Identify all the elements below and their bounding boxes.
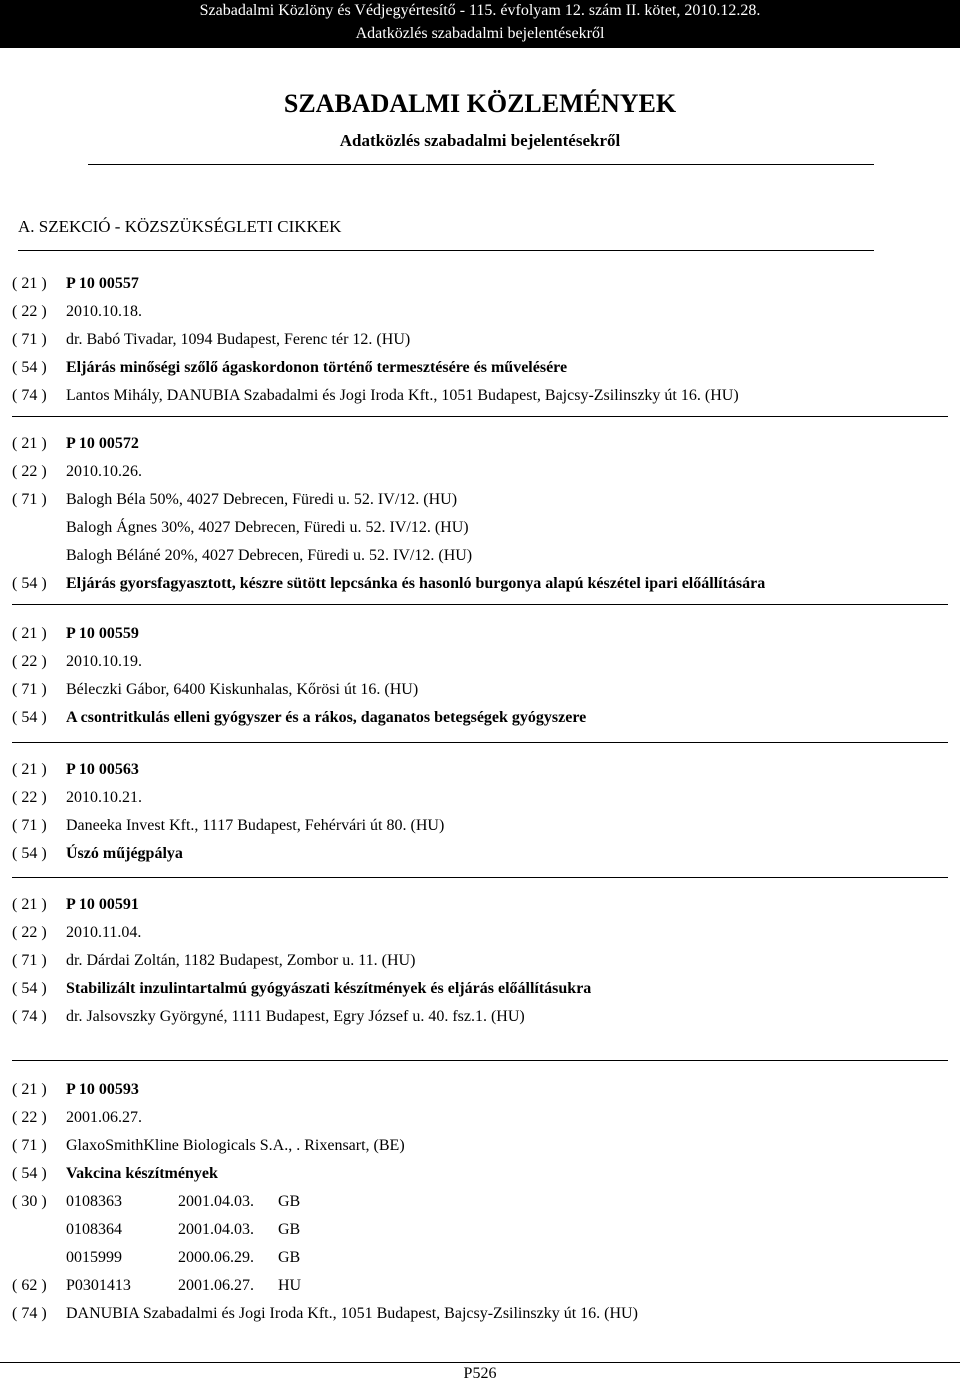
field-value: P 10 00559 bbox=[66, 625, 139, 642]
field-value: 2010.10.21. bbox=[66, 789, 142, 806]
field-code: ( 54 ) bbox=[12, 575, 47, 592]
priority-date: 2000.06.29. bbox=[178, 1249, 254, 1266]
field-value: dr. Dárdai Zoltán, 1182 Budapest, Zombor u. 11. (HU) bbox=[66, 952, 416, 969]
field-value: GlaxoSmithKline Biologicals S.A., . Rixensart, (BE) bbox=[66, 1137, 405, 1154]
field-value: 2010.10.19. bbox=[66, 653, 142, 670]
field-value: P 10 00557 bbox=[66, 275, 139, 292]
field-value: Daneeka Invest Kft., 1117 Budapest, Fehérvári út 80. (HU) bbox=[66, 817, 445, 834]
field-code: ( 71 ) bbox=[12, 681, 47, 698]
journal-header-line1: Szabadalmi Közlöny és Védjegyértesítő - 115. évfolyam 12. szám II. kötet, 2010.12.28. bbox=[199, 2, 761, 19]
field-value: Balogh Béláné 20%, 4027 Debrecen, Füredi u. 52. IV/12. (HU) bbox=[66, 547, 473, 564]
field-code: ( 21 ) bbox=[12, 435, 47, 452]
entry-divider bbox=[12, 742, 948, 743]
field-value: P 10 00593 bbox=[66, 1081, 139, 1098]
priority-date: 2001.06.27. bbox=[178, 1277, 254, 1294]
field-code: ( 74 ) bbox=[12, 1305, 47, 1322]
field-value: Béleczki Gábor, 6400 Kiskunhalas, Kőrösi út 16. (HU) bbox=[66, 681, 419, 698]
field-value: P 10 00591 bbox=[66, 896, 139, 913]
section-heading: A. SZEKCIÓ - KÖZSZÜKSÉGLETI CIKKEK bbox=[18, 217, 342, 236]
field-code: ( 62 ) bbox=[12, 1277, 47, 1294]
field-value: 2010.11.04. bbox=[66, 924, 142, 941]
journal-header bbox=[0, 0, 960, 48]
field-value: P 10 00563 bbox=[66, 761, 139, 778]
field-code: ( 22 ) bbox=[12, 653, 47, 670]
title-divider bbox=[88, 164, 874, 165]
field-code: ( 22 ) bbox=[12, 789, 47, 806]
field-value: Vakcina készítmények bbox=[66, 1165, 218, 1182]
journal-header-line2: Adatközlés szabadalmi bejelentésekről bbox=[355, 25, 605, 42]
entry-divider bbox=[12, 416, 948, 417]
field-value: P 10 00572 bbox=[66, 435, 139, 452]
field-value: dr. Jalsovszky Györgyné, 1111 Budapest, Egry József u. 40. fsz.1. (HU) bbox=[66, 1008, 525, 1025]
priority-country: GB bbox=[278, 1249, 301, 1266]
priority-country: GB bbox=[278, 1221, 301, 1238]
field-value: Balogh Béla 50%, 4027 Debrecen, Füredi u. 52. IV/12. (HU) bbox=[66, 491, 458, 508]
priority-date: 2001.04.03. bbox=[178, 1193, 254, 1210]
priority-number: 0015999 bbox=[66, 1249, 122, 1266]
field-code: ( 54 ) bbox=[12, 709, 47, 726]
field-value: DANUBIA Szabadalmi és Jogi Iroda Kft., 1051 Budapest, Bajcsy-Zsilinszky út 16. (HU) bbox=[66, 1305, 638, 1322]
priority-number: 0108363 bbox=[66, 1193, 122, 1210]
field-code: ( 21 ) bbox=[12, 1081, 47, 1098]
field-value: Balogh Ágnes 30%, 4027 Debrecen, Füredi u. 52. IV/12. (HU) bbox=[66, 519, 469, 536]
field-code: ( 22 ) bbox=[12, 924, 47, 941]
field-code: ( 30 ) bbox=[12, 1193, 47, 1210]
field-code: ( 54 ) bbox=[12, 1165, 47, 1182]
field-code: ( 54 ) bbox=[12, 980, 47, 997]
field-code: ( 22 ) bbox=[12, 1109, 47, 1126]
field-code: ( 21 ) bbox=[12, 275, 47, 292]
field-value: 2010.10.26. bbox=[66, 463, 142, 480]
field-code: ( 22 ) bbox=[12, 463, 47, 480]
entry-divider bbox=[12, 1060, 948, 1061]
field-code: ( 22 ) bbox=[12, 303, 47, 320]
page-subtitle: Adatközlés szabadalmi bejelentésekről bbox=[339, 131, 621, 150]
field-value: 2010.10.18. bbox=[66, 303, 142, 320]
field-code: ( 71 ) bbox=[12, 331, 47, 348]
field-value: 2001.06.27. bbox=[66, 1109, 142, 1126]
field-code: ( 71 ) bbox=[12, 817, 47, 834]
priority-number: 0108364 bbox=[66, 1221, 122, 1238]
entry-divider bbox=[12, 877, 948, 878]
field-code: ( 54 ) bbox=[12, 359, 47, 376]
field-code: ( 71 ) bbox=[12, 952, 47, 969]
field-code: ( 21 ) bbox=[12, 896, 47, 913]
page-title: SZABADALMI KÖZLEMÉNYEK bbox=[283, 89, 677, 118]
field-value: A csontritkulás elleni gyógyszer és a rákos, daganatos betegségek gyógyszere bbox=[66, 709, 587, 726]
field-code: ( 74 ) bbox=[12, 1008, 47, 1025]
field-value: Eljárás gyorsfagyasztott, készre sütött lepcsánka és hasonló burgonya alapú készétel ipari előállítására bbox=[66, 575, 766, 592]
field-code: ( 54 ) bbox=[12, 845, 47, 862]
field-value: dr. Babó Tivadar, 1094 Budapest, Ferenc tér 12. (HU) bbox=[66, 331, 411, 348]
priority-country: GB bbox=[278, 1193, 301, 1210]
field-code: ( 71 ) bbox=[12, 1137, 47, 1154]
priority-country: HU bbox=[278, 1277, 302, 1294]
field-code: ( 21 ) bbox=[12, 625, 47, 642]
priority-date: 2001.04.03. bbox=[178, 1221, 254, 1238]
priority-number: P0301413 bbox=[66, 1277, 131, 1294]
field-code: ( 21 ) bbox=[12, 761, 47, 778]
field-value: Eljárás minőségi szőlő ágaskordonon történő termesztésére és művelésére bbox=[66, 359, 568, 376]
field-value: Úszó műjégpálya bbox=[66, 845, 183, 862]
section-divider bbox=[18, 250, 874, 251]
field-code: ( 71 ) bbox=[12, 491, 47, 508]
entry-divider bbox=[12, 604, 948, 605]
title-block bbox=[0, 88, 960, 152]
page-number: P526 bbox=[463, 1365, 497, 1382]
field-value: Lantos Mihály, DANUBIA Szabadalmi és Jogi Iroda Kft., 1051 Budapest, Bajcsy-Zsilinszky út 16. (HU) bbox=[66, 387, 739, 404]
field-code: ( 74 ) bbox=[12, 387, 47, 404]
field-value: Stabilizált inzulintartalmú gyógyászati készítmények és eljárás előállításukra bbox=[66, 980, 592, 997]
